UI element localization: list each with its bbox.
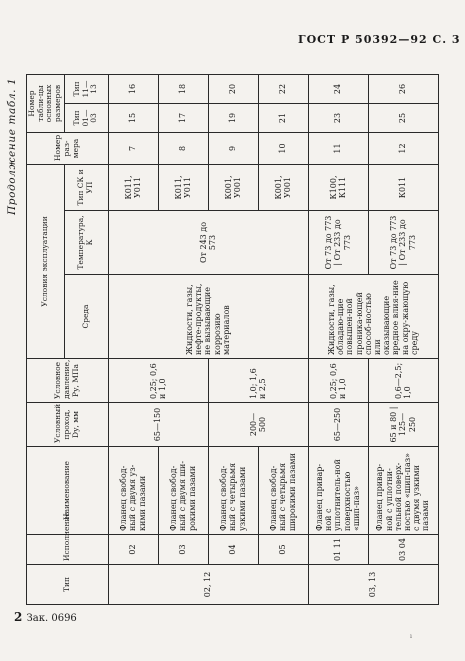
cell-num: 12	[368, 132, 438, 164]
cell-du: 65—150	[108, 403, 208, 447]
cell-ck: К001, У001	[208, 164, 258, 210]
page-number	[14, 610, 77, 624]
col-ispolnenie: Исполнение	[27, 535, 109, 565]
cell-t2: 18	[158, 74, 208, 103]
col-temp: Температура, К	[64, 211, 108, 275]
col-tip-ck: Тип СК и УП	[64, 164, 108, 210]
cell-isp: 01 11	[308, 535, 368, 565]
col-naimenovanie: Наименование	[27, 447, 109, 535]
cell-du: 65 и 80 | 125—250	[368, 403, 438, 447]
cell-pu: 0,6—2,5; 1,0	[368, 359, 438, 403]
cell-t2: 20	[208, 74, 258, 103]
col-sreda: Среда	[64, 275, 108, 359]
cell-sreda: Жидкости, газы, обладаю-щие повышен-ной проника-ющей способ-ностью или оказывающие вредное влия-ние на окру-жающую среду	[308, 275, 438, 359]
cell-temp: От 73 до 773 | От 233 до 773	[368, 211, 438, 275]
cell-t1: 25	[368, 103, 438, 132]
cell-ck: К011, У011	[108, 164, 158, 210]
cell-sreda: Жидкости, газы, нефте-продукты, не вызывающие коррозию материалов	[108, 275, 308, 359]
continuation-title: Продолжение табл. 1	[6, 77, 18, 215]
cell-t1: 17	[158, 103, 208, 132]
col-pu: Условное давление, Pу, МПа	[27, 359, 109, 403]
col-tip: Тип	[27, 565, 109, 605]
cell-ck: К001, У001	[258, 164, 308, 210]
cell-tip: 03, 13	[308, 565, 438, 605]
cell-name: Фланец привар-ной с уплотни-тельной поверх-ностью «шип-паз» с двумя узкими пазами	[368, 447, 438, 535]
cell-name: Фланец свобод-ный с четырьмя широкими пазами	[258, 447, 308, 535]
cell-temp: От 243 до 573	[108, 211, 308, 275]
cell-num: 8	[158, 132, 208, 164]
cell-name: Фланец свобод-ный с четырьмя узкими пазами	[208, 447, 258, 535]
spec-table	[26, 74, 439, 605]
cell-ck: К011, У011	[158, 164, 208, 210]
cell-name: Фланец свобод-ный с двумя уз-кими пазами	[108, 447, 158, 535]
cell-t2: 16	[108, 74, 158, 103]
rotated-table-wrapper	[6, 75, 446, 605]
cell-tip: 02, 12	[108, 565, 308, 605]
cell-t1: 15	[108, 103, 158, 132]
col-du: Условный проход, Dу, мм	[27, 403, 109, 447]
cell-num: 7	[108, 132, 158, 164]
cell-name: Фланец привар-ной с уплотнитель-ной поверхностью «шип-паз»	[308, 447, 368, 535]
cell-isp: 04	[208, 535, 258, 565]
col-tip-01-03: Тип 01—03	[64, 103, 108, 132]
order-number: Зак. 0696	[26, 613, 77, 624]
col-tip-11-13: Тип 11—13	[64, 74, 108, 103]
cell-pu: 1,0; 1,6 и 2,5	[208, 359, 308, 403]
cell-ck: К100, К111	[308, 164, 368, 210]
cell-t1: 21	[258, 103, 308, 132]
cell-isp: 03	[158, 535, 208, 565]
cell-ck: К011	[368, 164, 438, 210]
standard-header: ГОСТ Р 50392—92 С. 3	[298, 33, 461, 46]
cell-isp: 03 04	[368, 535, 438, 565]
cell-isp: 02	[108, 535, 158, 565]
cell-num: 10	[258, 132, 308, 164]
cell-pu: 0,25; 0,6 и 1,0	[108, 359, 208, 403]
cell-num: 9	[208, 132, 258, 164]
table-row	[108, 74, 158, 604]
cell-name: Фланец свобод-ный с двумя ши-рокими пазами	[158, 447, 208, 535]
cell-t2: 22	[258, 74, 308, 103]
col-nomer-razmera: Номер раз-мера	[27, 132, 109, 164]
cell-isp: 05	[258, 535, 308, 565]
table-row	[308, 74, 368, 604]
cell-du: 65—250	[308, 403, 368, 447]
cell-du: 200—500	[208, 403, 308, 447]
col-usloviya: Условия эксплуатации	[27, 164, 65, 358]
cell-t2: 26	[368, 74, 438, 103]
corner-mark: ı	[410, 633, 412, 640]
col-nomer-tablicy: Номер табли-цы основных размеров	[27, 74, 65, 132]
cell-temp: От 73 до 773 | От 233 до 773	[308, 211, 368, 275]
cell-t1: 19	[208, 103, 258, 132]
cell-t1: 23	[308, 103, 368, 132]
page-number-main: 2	[14, 610, 23, 624]
cell-pu: 0,25; 0,6 и 1,0	[308, 359, 368, 403]
cell-t2: 24	[308, 74, 368, 103]
table-stage	[6, 75, 446, 605]
cell-num: 11	[308, 132, 368, 164]
